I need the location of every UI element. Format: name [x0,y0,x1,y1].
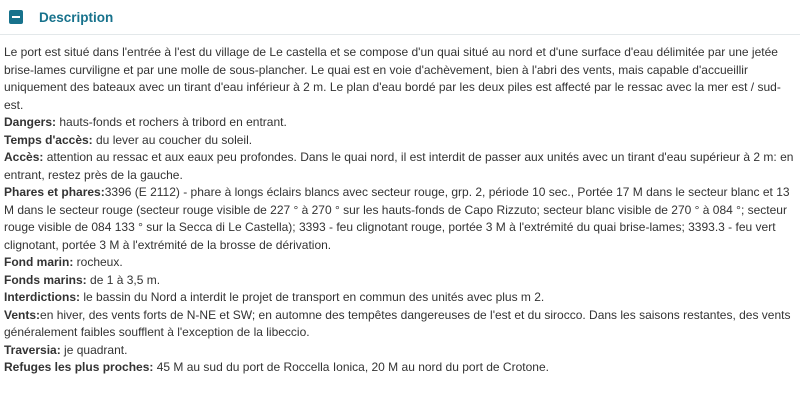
info-text: je quadrant. [60,342,128,357]
section-header[interactable] [0,0,800,35]
info-text: 45 M au sud du port de Roccella Ionica, 20 M au nord du port de Crotone. [153,360,549,374]
info-label: Interdictions: [4,290,81,304]
minus-bar [12,16,20,18]
info-access-time [4,132,796,150]
info-refuges [4,359,796,377]
info-prohibitions [4,289,796,307]
info-label: Vents: [4,307,41,322]
info-text: attention au ressac et aux eaux peu profondes. Dans le quai nord, il est interdit de passer aux unités avec un tirant d'eau supérieur à 2 m: en entrant, restez près de la gauche. [4,150,794,182]
info-text: 3396 (E 2112) - phare à longs éclairs blancs avec secteur rouge, grp. 2, période 10 sec., Portée 17 M dans le secteur blanc et 13 M dans le secteur rouge (secteur rouge visible de 227 ° à 270 ° sur les hauts-fonds de Capo Rizzuto; secteur blanc visible de 270 ° à 084 °; secteur rouge visible de 084 133 ° sur la Secca di Le Castella); 3393 - feu clignotant rouge, portée 3 M à l'extrémité du quai brise-lames; 3393.3 - feu vert clignotant, portée 3 M à l'extrémité de la brosse de dérivation. [4,185,790,252]
info-label: Refuges les plus proches: [4,360,154,374]
info-dangers [4,114,796,132]
info-access [4,149,796,184]
info-label: Dangers: [4,115,57,129]
info-text: hauts-fonds et rochers à tribord en entrant. [56,115,287,129]
intro-paragraph: Le port est situé dans l'entrée à l'est du village de Le castella et se compose d'un quai situé au nord et d'une surface d'eau délimitée par une jetée brise-lames curviligne et par une molle de sous-plancher. Le quai est en voie d'achèvement, bien à l'abri des vents, mais capable d'accueillir uniquement des bateaux avec un tirant d'eau inférieur à 2 m. Le plan d'eau bordé par les deux piles est affecté par le ressac avec la mer est / sud-est. [4,45,781,112]
info-label: Accès: [4,150,44,164]
info-label: Fond marin: [4,255,74,269]
description-content [0,35,800,377]
info-seabed [4,254,796,272]
info-label: Fonds marins: [4,272,87,287]
info-traversia [4,342,796,360]
minus-icon[interactable] [9,10,23,24]
info-label: Phares et phares: [4,185,105,199]
info-text: de 1 à 3,5 m. [86,272,161,287]
info-text: en hiver, des vents forts de N-NE et SW; en automne des tempêtes dangereuses de l'est et du sirocco. Dans les saisons restantes, des vents généralement faibles soufflent à l'exception de la libeccio. [4,307,791,339]
info-winds [4,307,796,342]
info-label: Temps d'accès: [4,132,93,147]
info-text: du lever au coucher du soleil. [92,132,253,147]
info-label: Traversia: [4,342,61,357]
info-depths [4,272,796,290]
info-text: rocheux. [73,255,123,269]
info-text: le bassin du Nord a interdit le projet de transport en commun des unités avec plus m 2. [80,290,545,304]
info-lights [4,184,796,254]
section-title[interactable]: Description [39,9,114,25]
